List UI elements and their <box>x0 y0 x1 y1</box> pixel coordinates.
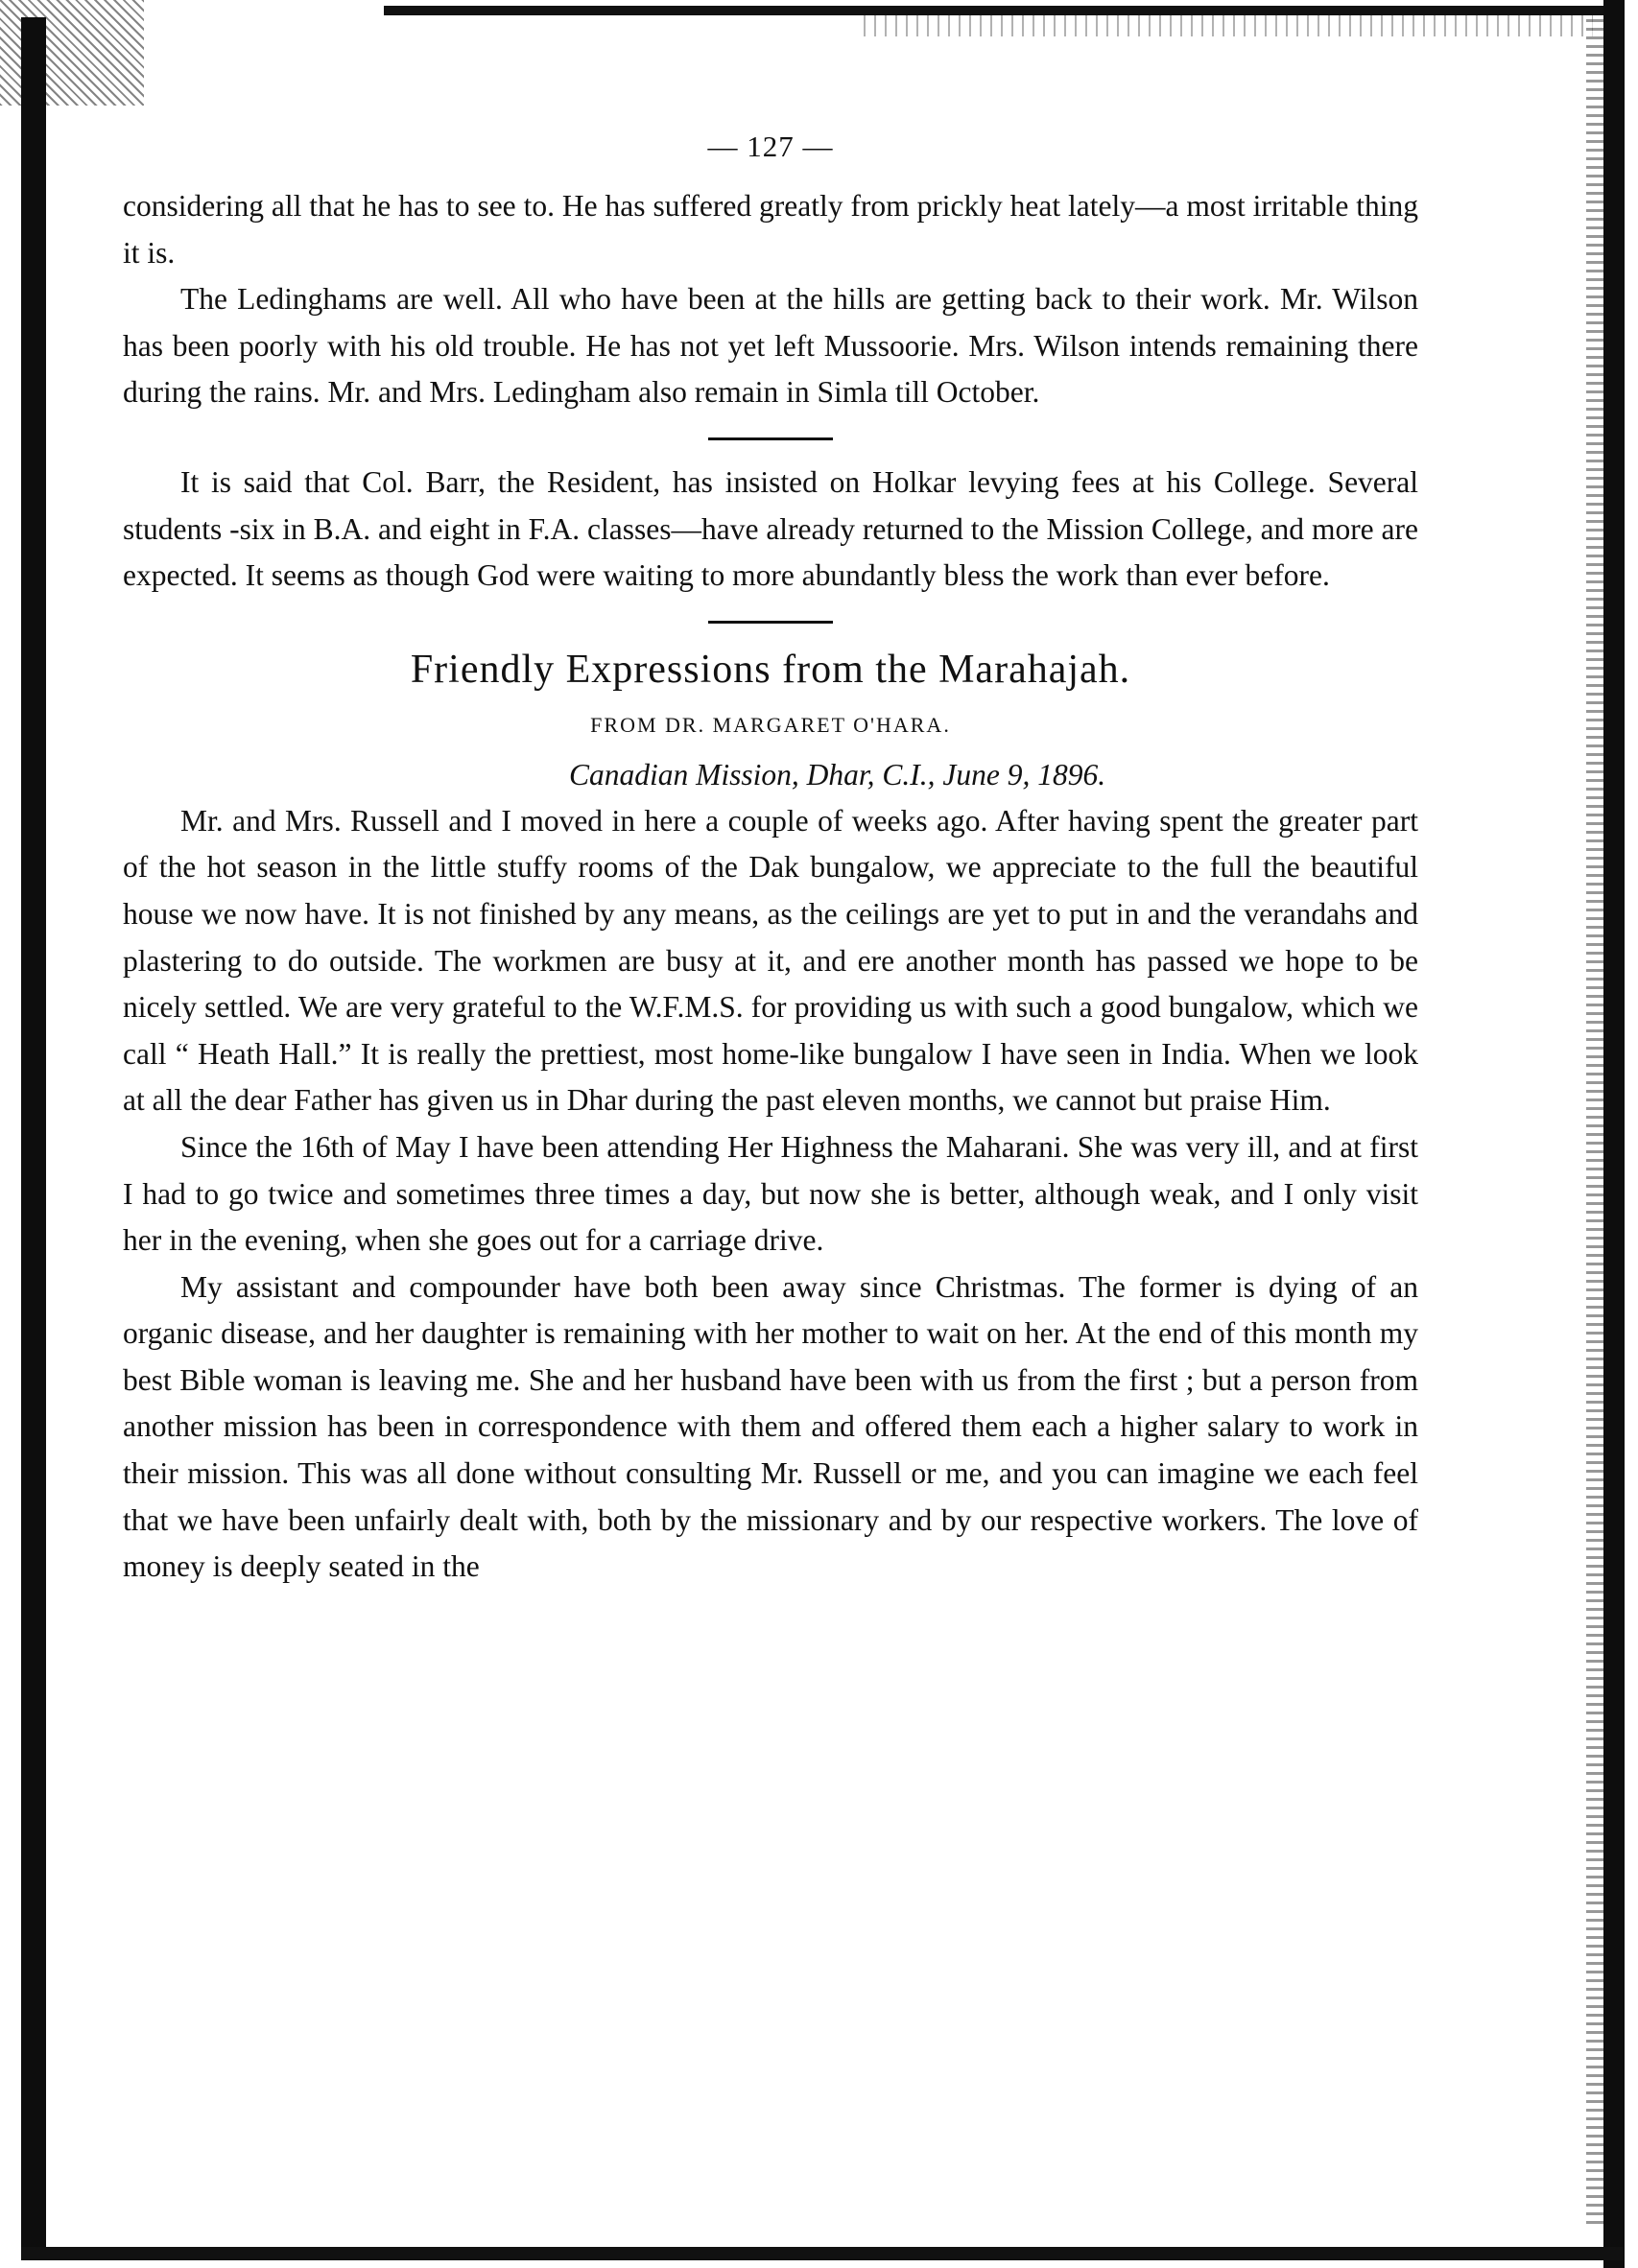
article-paragraph: My assistant and compounder have both been away since Christmas. The former is dying of an organic disease, and her daughter is remaining with her mother to wait on her. At the end of this month my best Bible woman is leaving me. She and her husband have been with us from the first ; but a person from another mission has been in correspondence with them and offered them each a higher salary to work in their mission. This was all done without consulting Mr. Russell or me, and you can imagine we each feel that we have been unfairly dealt with, both by the missionary and by our respective workers. The love of money is deeply seated in the <box>123 1269 1418 1584</box>
section-divider <box>708 621 833 624</box>
scan-left-edge <box>21 17 46 2253</box>
scan-bottom-edge <box>21 2247 1624 2260</box>
article-byline: FROM DR. MARGARET O'HARA. <box>590 712 951 737</box>
page-content <box>123 130 1418 1591</box>
article-paragraph: Since the 16th of May I have been attending Her Highness the Maharani. She was very ill, and at first I had to go twice and sometimes three times a day, but now she is better, although weak, and I only visit her in the evening, when she goes out for a carriage drive. <box>123 1129 1418 1258</box>
page-number: — 127 — <box>707 130 834 163</box>
scan-top-noise <box>864 15 1593 36</box>
article-heading: Friendly Expressions from the Marahajah. <box>410 647 1131 692</box>
scan-top-edge <box>384 6 1622 15</box>
article-dateline: Canadian Mission, Dhar, C.I., June 9, 1896. <box>569 757 1106 791</box>
ledinghams-paragraph: The Ledinghams are well. All who have been at the hills are getting back to their work. Mr. Wilson has been poorly with his old trouble. He has not yet left Mussoorie. Mrs. Wilson intends remaining there during the rains. Mr. and Mrs. Ledingham also remain in Simla till October. <box>123 282 1418 410</box>
section-divider <box>708 437 833 440</box>
continuation-paragraph: considering all that he has to see to. He has suffered greatly from prickly heat lately—a most irritable thing it is. <box>123 189 1418 270</box>
article-paragraph: Mr. and Mrs. Russell and I moved in here a couple of weeks ago. After having spent the greater part of the hot season in the little stuffy rooms of the Dak bungalow, we appreciate to the full the beautiful house we now have. It is not finished by any means, as the ceilings are yet to put in and the verandahs and plastering to do outside. The workmen are busy at it, and ere another month has passed we hope to be nicely settled. We are very grateful to the W.F.M.S. for providing us with such a good bungalow, which we call “ Heath Hall.” It is really the prettiest, most home-like bungalow I have seen in India. When we look at all the dear Father has given us in Dhar during the past eleven months, we cannot but praise Him. <box>123 803 1418 1118</box>
scan-right-edge <box>1603 0 1625 2268</box>
scan-right-noise <box>1586 19 1603 2226</box>
holkar-paragraph: It is said that Col. Barr, the Resident, has insisted on Holkar levying fees at his College. Several students -six in B.A. and eight in F.A. classes—have already returned to the Mission College, and more are expected. It seems as though God were waiting to more abundantly bless the work than ever before. <box>123 464 1418 593</box>
